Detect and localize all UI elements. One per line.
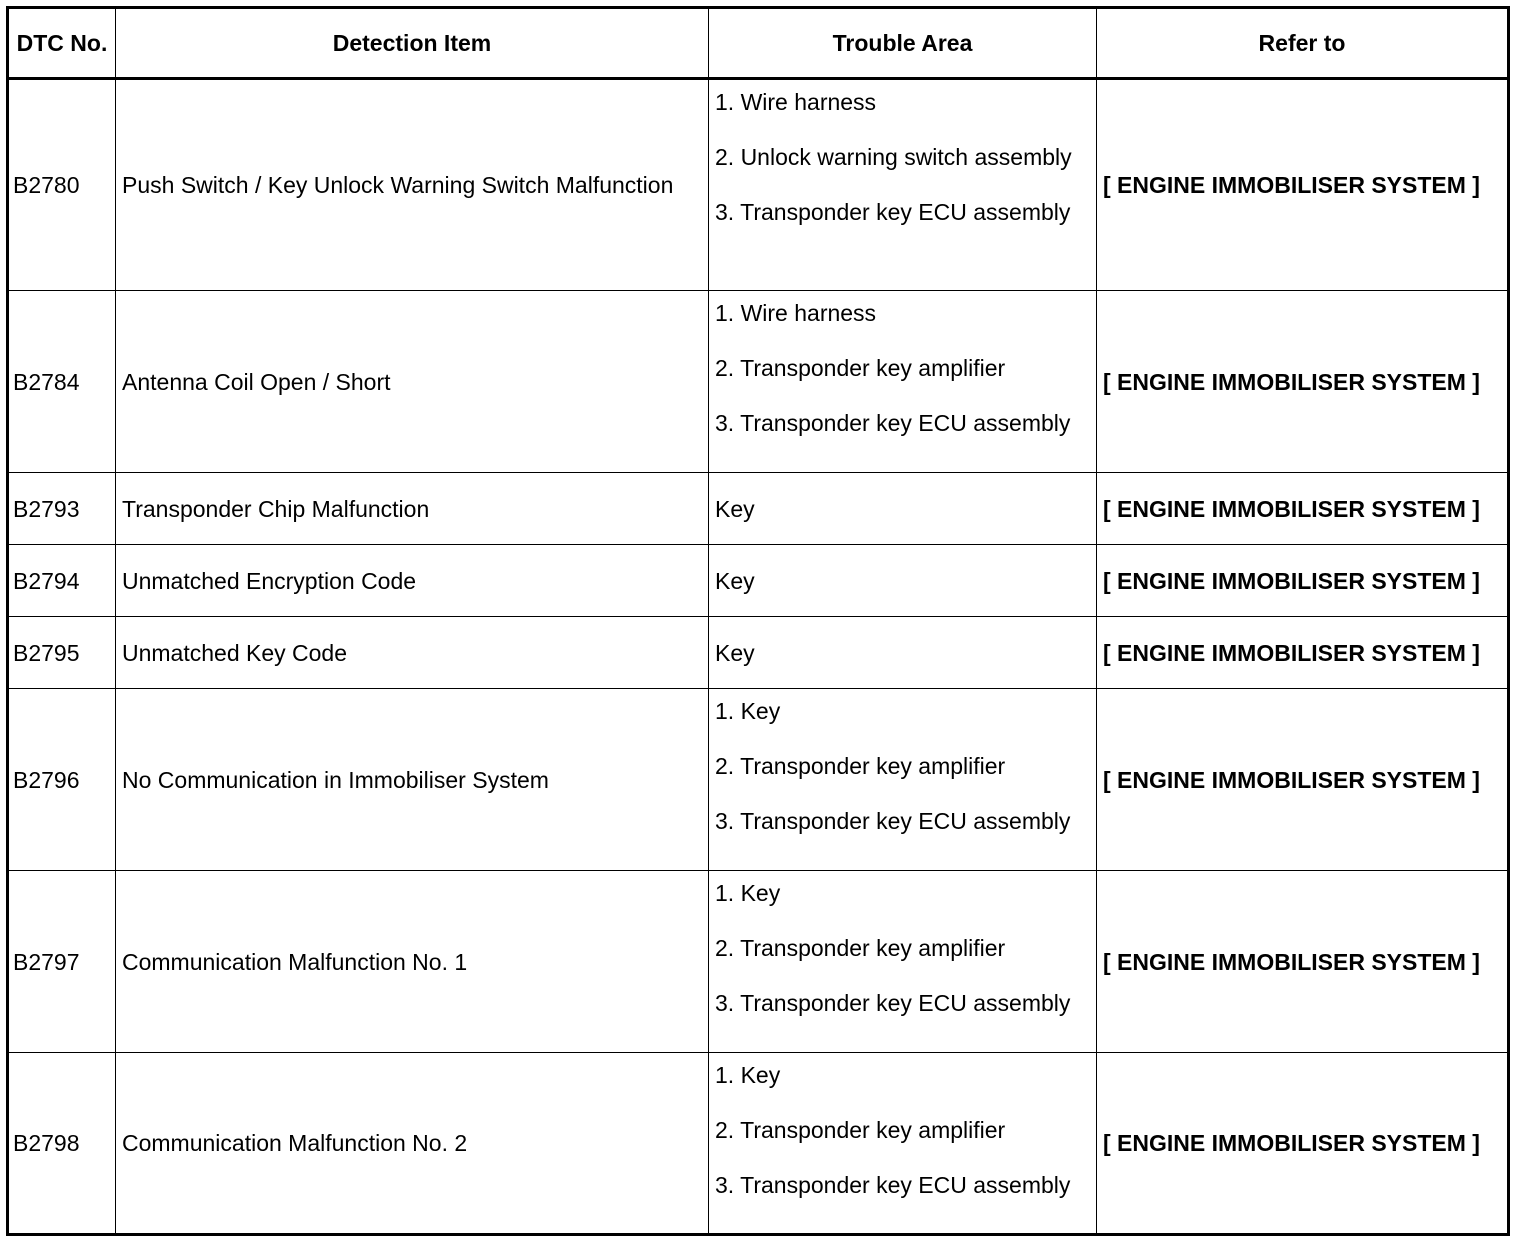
dtc-code-cell: B2784 [8, 291, 116, 473]
trouble-area-item: 1. Key [715, 880, 781, 906]
dtc-code-cell: B2796 [8, 689, 116, 871]
trouble-area-item: 1. Key [715, 698, 781, 724]
trouble-area-item: 2. Unlock warning switch assembly [715, 144, 1072, 170]
refer-to-cell: [ ENGINE IMMOBILISER SYSTEM ] [1097, 545, 1509, 617]
header-dtc-no: DTC No. [8, 8, 116, 79]
table-row [8, 689, 1509, 871]
table-row [8, 79, 1509, 291]
header-row [8, 8, 1509, 79]
detection-item-cell: Unmatched Key Code [116, 617, 709, 689]
trouble-area-item: 3. Transponder key ECU assembly [715, 1172, 1071, 1198]
trouble-area-item: 1. Wire harness [715, 89, 877, 115]
table-body [8, 79, 1509, 1235]
trouble-area-cell [709, 689, 1097, 871]
dtc-code-cell: B2798 [8, 1053, 116, 1235]
trouble-area-item: Key [715, 495, 755, 522]
detection-item-cell: No Communication in Immobiliser System [116, 689, 709, 871]
table-row [8, 291, 1509, 473]
trouble-area-cell [709, 545, 1097, 617]
refer-to-cell: [ ENGINE IMMOBILISER SYSTEM ] [1097, 617, 1509, 689]
trouble-area-item: 3. Transponder key ECU assembly [715, 808, 1071, 834]
refer-to-cell: [ ENGINE IMMOBILISER SYSTEM ] [1097, 79, 1509, 291]
trouble-area-item: Key [715, 639, 755, 666]
header-detection-item: Detection Item [116, 8, 709, 79]
refer-to-cell: [ ENGINE IMMOBILISER SYSTEM ] [1097, 871, 1509, 1053]
header-trouble-area: Trouble Area [709, 8, 1097, 79]
dtc-table [6, 6, 1510, 1236]
detection-item-cell: Communication Malfunction No. 2 [116, 1053, 709, 1235]
trouble-area-cell [709, 1053, 1097, 1235]
table-row [8, 473, 1509, 545]
table-row [8, 1053, 1509, 1235]
table-row [8, 871, 1509, 1053]
trouble-area-item: 3. Transponder key ECU assembly [715, 410, 1071, 436]
refer-to-cell: [ ENGINE IMMOBILISER SYSTEM ] [1097, 291, 1509, 473]
trouble-area-item: 2. Transponder key amplifier [715, 935, 1006, 961]
trouble-area-item: 1. Wire harness [715, 300, 877, 326]
table-row [8, 617, 1509, 689]
trouble-area-cell [709, 291, 1097, 473]
trouble-area-item: 2. Transponder key amplifier [715, 1117, 1006, 1143]
trouble-area-item: 3. Transponder key ECU assembly [715, 990, 1071, 1016]
refer-to-cell: [ ENGINE IMMOBILISER SYSTEM ] [1097, 1053, 1509, 1235]
trouble-area-item: Key [715, 567, 755, 594]
table-row [8, 545, 1509, 617]
detection-item-cell: Unmatched Encryption Code [116, 545, 709, 617]
dtc-code-cell: B2794 [8, 545, 116, 617]
dtc-code-cell: B2797 [8, 871, 116, 1053]
dtc-code-cell: B2795 [8, 617, 116, 689]
trouble-area-item: 1. Key [715, 1062, 781, 1088]
refer-to-cell: [ ENGINE IMMOBILISER SYSTEM ] [1097, 689, 1509, 871]
detection-item-cell: Push Switch / Key Unlock Warning Switch Malfunction [116, 79, 709, 291]
trouble-area-cell [709, 79, 1097, 291]
dtc-code-cell: B2793 [8, 473, 116, 545]
detection-item-cell: Transponder Chip Malfunction [116, 473, 709, 545]
trouble-area-item: 2. Transponder key amplifier [715, 355, 1006, 381]
trouble-area-cell [709, 871, 1097, 1053]
trouble-area-cell [709, 473, 1097, 545]
trouble-area-item: 2. Transponder key amplifier [715, 753, 1006, 779]
header-refer-to: Refer to [1097, 8, 1509, 79]
detection-item-cell: Antenna Coil Open / Short [116, 291, 709, 473]
dtc-code-cell: B2780 [8, 79, 116, 291]
detection-item-cell: Communication Malfunction No. 1 [116, 871, 709, 1053]
trouble-area-item: 3. Transponder key ECU assembly [715, 199, 1071, 225]
refer-to-cell: [ ENGINE IMMOBILISER SYSTEM ] [1097, 473, 1509, 545]
trouble-area-cell [709, 617, 1097, 689]
